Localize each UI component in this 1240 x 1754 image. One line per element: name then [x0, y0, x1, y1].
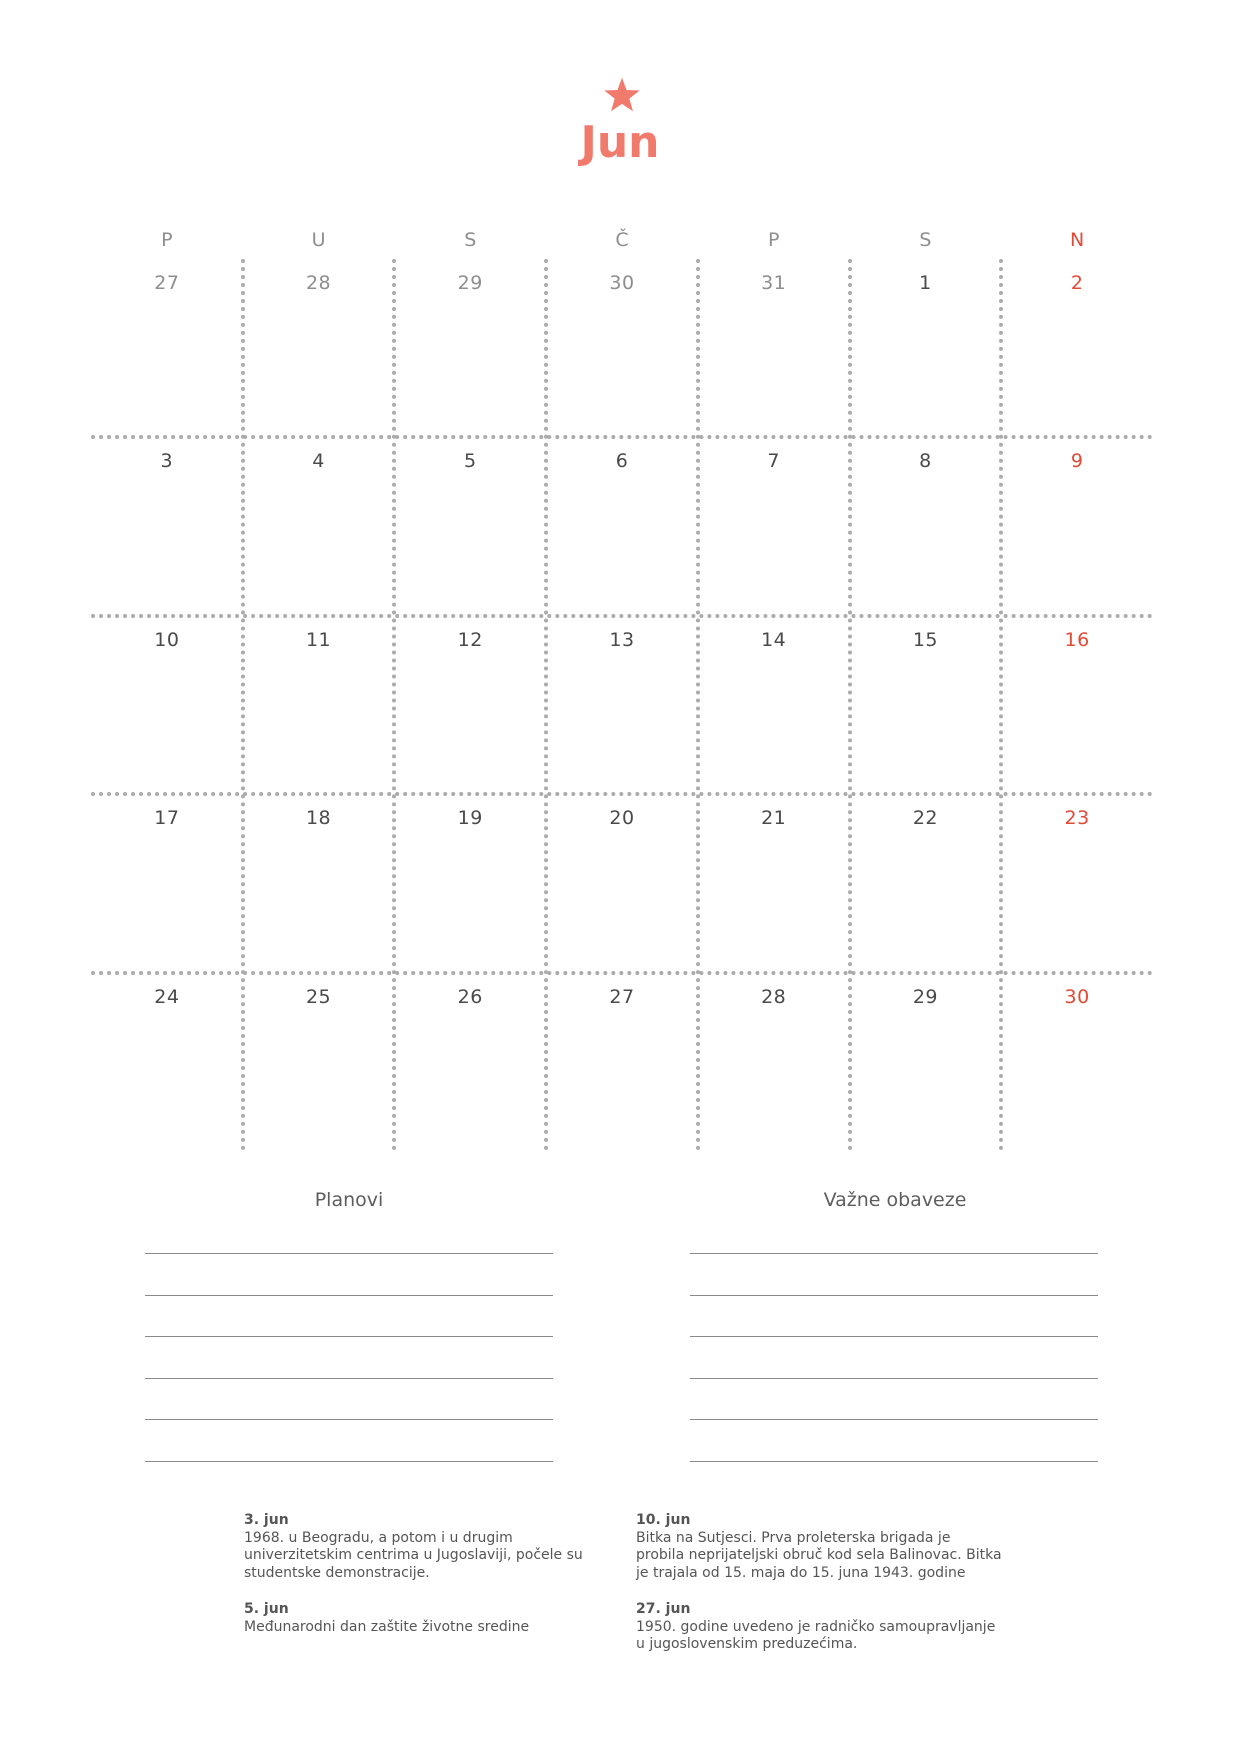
event-entry: [636, 1601, 1016, 1654]
day-number[interactable]: 10: [154, 628, 180, 651]
events-right: [636, 1512, 1016, 1673]
day-number[interactable]: 15: [912, 628, 938, 651]
writing-line[interactable]: [690, 1461, 1098, 1462]
calendar-grid: [91, 221, 1153, 1151]
day-number[interactable]: 1: [919, 272, 932, 294]
day-number[interactable]: 14: [761, 628, 787, 651]
day-number[interactable]: 9: [1070, 450, 1084, 473]
column-divider: [392, 259, 396, 1151]
day-number[interactable]: 16: [1064, 628, 1090, 651]
month-title: Jun: [580, 117, 660, 168]
writing-line[interactable]: [690, 1378, 1098, 1379]
day-number[interactable]: 26: [457, 985, 483, 1008]
day-number[interactable]: 17: [154, 807, 180, 830]
event-description: 1968. u Beogradu, a potom i u drugim univerzitetskim centrima u Jugoslaviji, počele su studentske demonstracije.: [244, 1529, 583, 1581]
day-number[interactable]: 19: [457, 807, 483, 830]
writing-line[interactable]: [690, 1253, 1098, 1254]
writing-line[interactable]: [690, 1295, 1098, 1296]
row-divider: [91, 614, 1153, 618]
column-divider: [999, 259, 1003, 1151]
day-number[interactable]: 8: [919, 450, 932, 473]
weekday-label: S: [919, 229, 932, 251]
weekday-label: U: [311, 229, 326, 251]
day-number[interactable]: 23: [1064, 807, 1090, 830]
row-divider: [91, 971, 1153, 975]
writing-line[interactable]: [145, 1419, 553, 1420]
row-divider: [91, 435, 1153, 439]
day-number[interactable]: 18: [305, 807, 332, 830]
day-number-outside-month[interactable]: 29: [457, 272, 483, 294]
writing-line[interactable]: [145, 1336, 553, 1337]
weekday-label: N: [1070, 229, 1085, 251]
event-date: 3. jun: [244, 1512, 289, 1528]
day-number[interactable]: 29: [912, 985, 938, 1008]
day-number[interactable]: 20: [609, 807, 635, 830]
writing-line[interactable]: [145, 1253, 553, 1254]
event-entry: [244, 1601, 604, 1636]
day-number[interactable]: 4: [312, 450, 325, 473]
column-divider: [241, 259, 245, 1151]
day-number[interactable]: 5: [463, 450, 477, 473]
day-number-outside-month[interactable]: 27: [154, 272, 180, 294]
day-number-outside-month[interactable]: 28: [305, 272, 332, 294]
day-number[interactable]: 13: [609, 628, 635, 651]
day-number[interactable]: 2: [1070, 272, 1084, 294]
day-number[interactable]: 30: [1064, 985, 1090, 1008]
day-number-outside-month[interactable]: 30: [609, 272, 635, 294]
day-number[interactable]: 24: [154, 985, 180, 1008]
day-number[interactable]: 25: [305, 985, 332, 1008]
events-left: [244, 1512, 604, 1655]
event-entry: [636, 1512, 1016, 1582]
writing-line[interactable]: [690, 1419, 1098, 1420]
day-number[interactable]: 3: [160, 450, 174, 473]
writing-line[interactable]: [145, 1295, 553, 1296]
column-divider: [544, 259, 548, 1151]
plans-heading: Planovi: [314, 1189, 384, 1211]
weekday-label: Č: [615, 229, 629, 251]
event-description: Međunarodni dan zaštite životne sredine: [244, 1618, 530, 1635]
event-description: 1950. godine uvedeno je radničko samoupravljanje u jugoslovenskim preduzećima.: [636, 1618, 996, 1652]
event-date: 27. jun: [636, 1601, 691, 1617]
weekday-label: P: [161, 229, 173, 251]
weekday-label: P: [767, 229, 780, 251]
day-number[interactable]: 21: [761, 807, 787, 830]
day-number[interactable]: 7: [767, 450, 780, 473]
day-number[interactable]: 11: [305, 628, 332, 651]
writing-line[interactable]: [690, 1336, 1098, 1337]
day-number[interactable]: 28: [761, 985, 787, 1008]
important-tasks-heading: Važne obaveze: [823, 1189, 967, 1211]
event-entry: [244, 1512, 604, 1582]
day-number[interactable]: 12: [457, 628, 483, 651]
star-icon: [603, 77, 641, 113]
writing-line[interactable]: [145, 1378, 553, 1379]
event-date: 5. jun: [244, 1601, 289, 1617]
row-divider: [91, 792, 1153, 796]
column-divider: [696, 259, 700, 1151]
column-divider: [848, 259, 852, 1151]
writing-line[interactable]: [145, 1461, 553, 1462]
day-number[interactable]: 27: [609, 985, 635, 1008]
day-number[interactable]: 6: [615, 450, 629, 473]
weekday-label: S: [464, 229, 477, 251]
day-number-outside-month[interactable]: 31: [761, 272, 787, 294]
event-description: Bitka na Sutjesci. Prva proleterska brigada je probila neprijateljski obruč kod sela Balinovac. Bitka je trajala od 15. maja do 15. juna 1943. godine: [636, 1529, 1002, 1581]
day-number[interactable]: 22: [912, 807, 938, 830]
event-date: 10. jun: [636, 1512, 691, 1528]
